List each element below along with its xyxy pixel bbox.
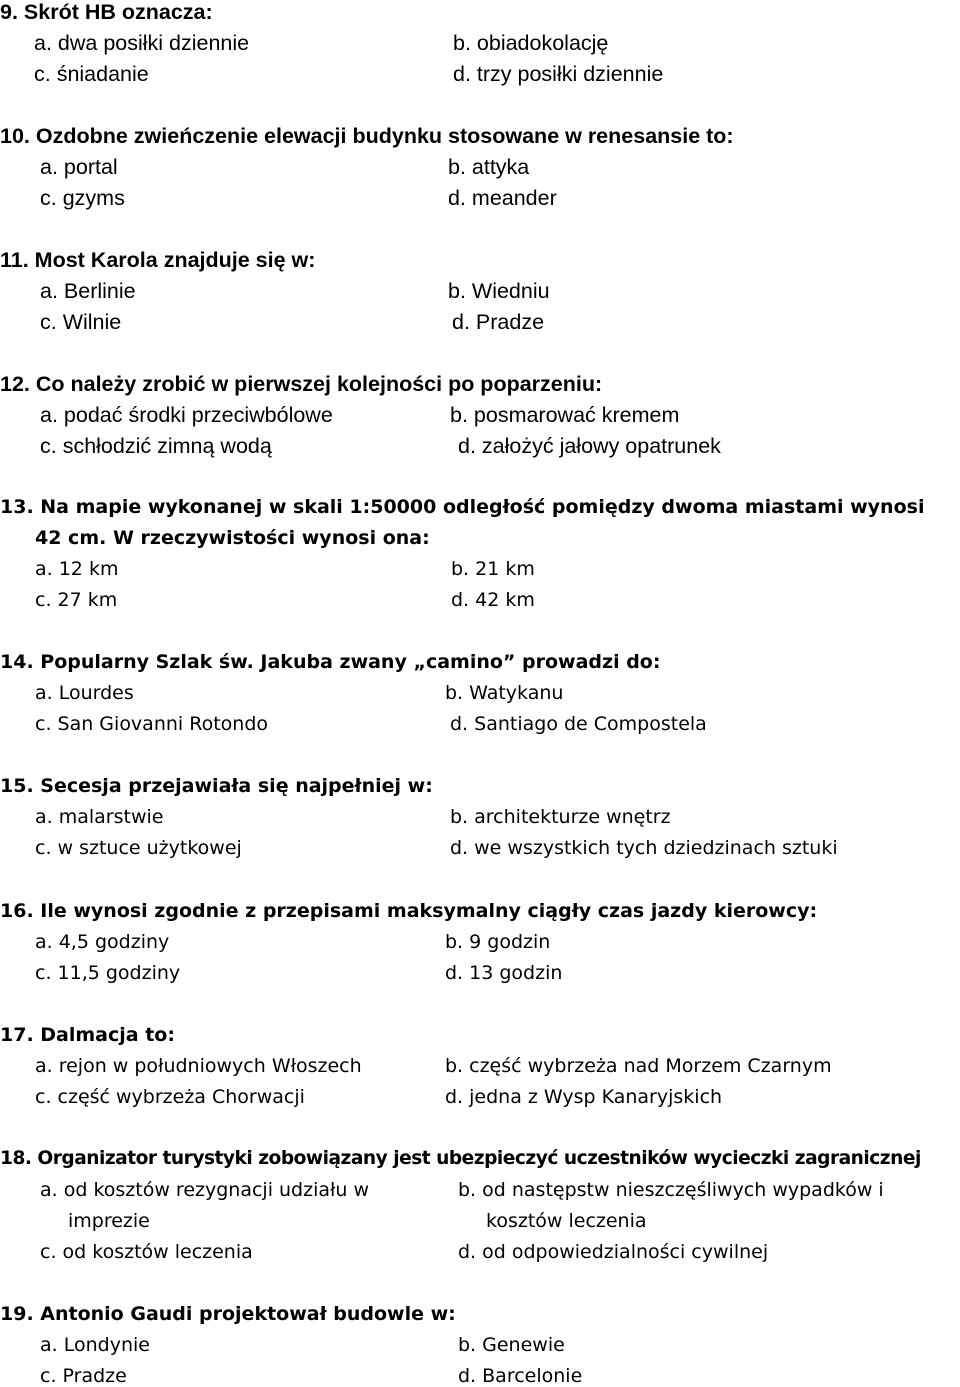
option-c: c. gzyms: [40, 186, 125, 210]
option-a: a. 4,5 godziny: [35, 931, 170, 953]
option-c: c. część wybrzeża Chorwacji: [35, 1086, 305, 1108]
question-title: 13. Na mapie wykonanej w skali 1:50000 odległość pomiędzy dwoma miastami wynosi: [0, 496, 925, 518]
option-a: a. Lourdes: [35, 682, 134, 704]
option-d: d. jedna z Wysp Kanaryjskich: [445, 1086, 723, 1108]
question-title: 11. Most Karola znajduje się w:: [0, 248, 316, 272]
option-b: b. od następstw nieszczęśliwych wypadków i: [458, 1179, 884, 1201]
question-title: 17. Dalmacja to:: [0, 1024, 175, 1046]
option-d: d. założyć jałowy opatrunek: [458, 434, 721, 458]
option-c: c. Pradze: [40, 1365, 127, 1387]
question-title: 9. Skrót HB oznacza:: [0, 0, 213, 24]
option-b: b. attyka: [448, 155, 530, 179]
option-c: c. śniadanie: [34, 62, 149, 86]
question-title: 14. Popularny Szlak św. Jakuba zwany „camino” prowadzi do:: [0, 651, 661, 673]
option-b: b. Wiedniu: [448, 279, 550, 303]
option-b: b. architekturze wnętrz: [450, 806, 671, 828]
option-c: c. 11,5 godziny: [35, 962, 181, 984]
question-title: 16. Ile wynosi zgodnie z przepisami maksymalny ciągły czas jazdy kierowcy:: [0, 900, 818, 922]
question-title-continued: 42 cm. W rzeczywistości wynosi ona:: [35, 527, 430, 549]
option-a: a. Londynie: [40, 1334, 150, 1356]
option-a: a. od kosztów rezygnacji udziału w: [40, 1179, 370, 1201]
option-b: b. posmarować kremem: [450, 403, 680, 427]
option-b: b. część wybrzeża nad Morzem Czarnym: [445, 1055, 832, 1077]
option-a: a. rejon w południowych Włoszech: [35, 1055, 362, 1077]
option-b: b. Watykanu: [445, 682, 564, 704]
option-a-continued: imprezie: [68, 1210, 150, 1232]
option-b: b. Genewie: [458, 1334, 565, 1356]
option-a: a. dwa posiłki dziennie: [34, 31, 250, 55]
option-c: c. 27 km: [35, 589, 118, 611]
option-d: d. 42 km: [451, 589, 535, 611]
option-d: d. Santiago de Compostela: [450, 713, 707, 735]
option-b: b. 21 km: [451, 558, 535, 580]
option-a: a. podać środki przeciwbólowe: [40, 403, 333, 427]
option-c: c. w sztuce użytkowej: [35, 837, 242, 859]
option-d: d. od odpowiedzialności cywilnej: [458, 1241, 769, 1263]
question-title: 12. Co należy zrobić w pierwszej kolejności po poparzeniu:: [0, 372, 603, 396]
option-c: c. San Giovanni Rotondo: [35, 713, 269, 735]
option-c: c. Wilnie: [40, 310, 122, 334]
option-b: b. 9 godzin: [445, 931, 551, 953]
option-a: a. Berlinie: [40, 279, 136, 303]
option-b-continued: kosztów leczenia: [486, 1210, 647, 1232]
option-a: a. 12 km: [35, 558, 119, 580]
question-title: 10. Ozdobne zwieńczenie elewacji budynku stosowane w renesansie to:: [0, 124, 734, 148]
option-c: c. schłodzić zimną wodą: [40, 434, 272, 458]
option-d: d. Barcelonie: [458, 1365, 583, 1387]
question-title: 15. Secesja przejawiała się najpełniej w:: [0, 775, 433, 797]
option-a: a. portal: [40, 155, 118, 179]
option-d: d. Pradze: [452, 310, 545, 334]
option-d: d. meander: [448, 186, 557, 210]
option-d: d. we wszystkich tych dziedzinach sztuki: [450, 837, 838, 859]
option-d: d. trzy posiłki dziennie: [453, 62, 664, 86]
question-title: 18. Organizator turystyki zobowiązany jest ubezpieczyć uczestników wycieczki zagranicznej: [0, 1148, 921, 1169]
option-a: a. malarstwie: [35, 806, 164, 828]
question-title: 19. Antonio Gaudi projektował budowle w:: [0, 1303, 456, 1325]
option-b: b. obiadokolację: [453, 31, 609, 55]
option-c: c. od kosztów leczenia: [40, 1241, 253, 1263]
option-d: d. 13 godzin: [445, 962, 563, 984]
